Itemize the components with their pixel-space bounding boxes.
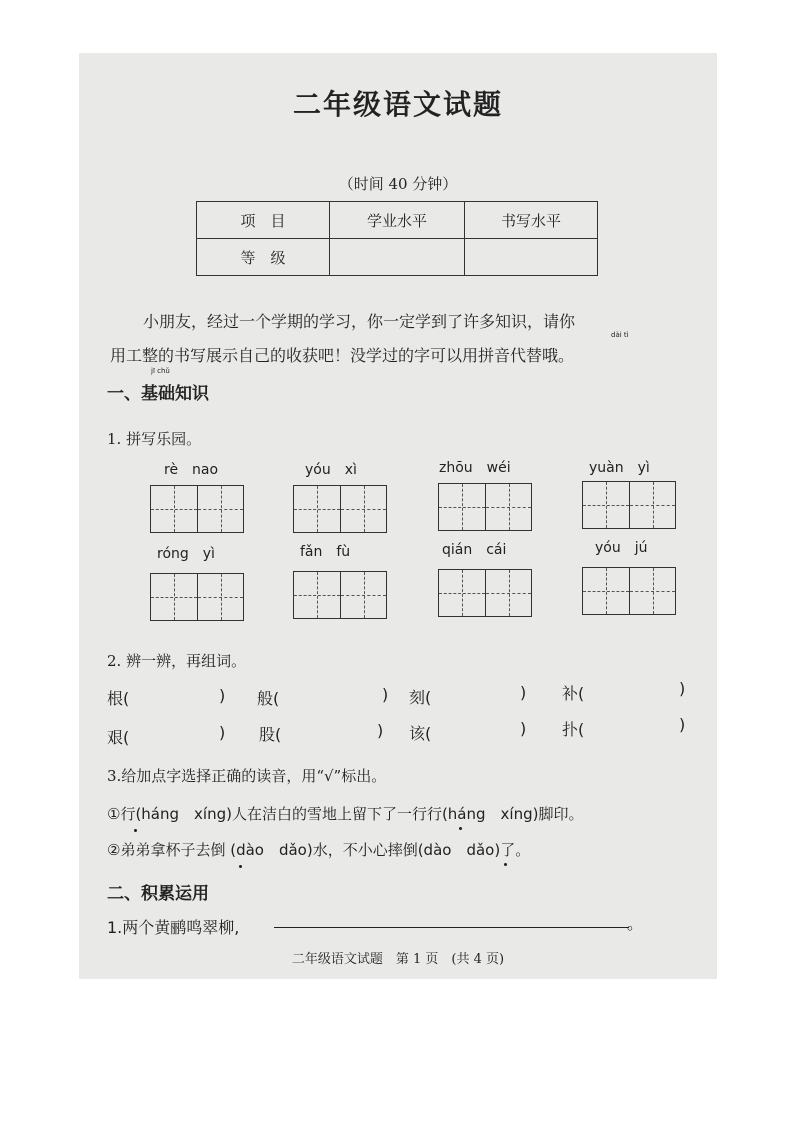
word-item-open: 刻( bbox=[409, 688, 432, 707]
grade-table-header-academic: 学业水平 bbox=[330, 202, 465, 239]
writing-box[interactable] bbox=[582, 481, 676, 529]
page-footer: 二年级语文试题 第 1 页 (共 4 页) bbox=[291, 952, 505, 967]
emphasis-dot bbox=[134, 829, 137, 832]
time-note: （时间 40 分钟） bbox=[338, 175, 458, 193]
word-item-close: ) bbox=[219, 723, 226, 742]
word-item-close: ) bbox=[520, 719, 527, 738]
writing-box[interactable] bbox=[293, 485, 387, 533]
word-item-open: 补( bbox=[562, 684, 585, 703]
word-item-open: 扑( bbox=[562, 720, 585, 739]
pinyin-label: yóu jú bbox=[595, 540, 648, 556]
word-item-close: ) bbox=[377, 721, 384, 740]
question-2-prompt: 2. 辨一辨，再组词。 bbox=[107, 652, 247, 670]
grade-table-row-label: 等 级 bbox=[197, 239, 330, 276]
word-item-open: 艰( bbox=[107, 728, 130, 747]
question-3-prompt: 3.给加点字选择正确的读音，用“√”标出。 bbox=[107, 767, 387, 785]
word-item-close: ) bbox=[679, 679, 686, 698]
pinyin-label: rè nao bbox=[164, 462, 219, 478]
word-item-open: 股( bbox=[259, 725, 282, 744]
pinyin-label: fǎn fù bbox=[300, 544, 351, 560]
question-2-1-prompt: 1.两个黄鹂鸣翠柳, bbox=[107, 918, 240, 937]
reading-sentence-2: ②弟弟拿杯子去倒 (dào dǎo)水，不小心摔倒(dào dǎo)了。 bbox=[107, 841, 531, 859]
writing-box[interactable] bbox=[582, 567, 676, 615]
grade-table-header-writing: 书写水平 bbox=[465, 202, 598, 239]
grade-table bbox=[196, 201, 598, 276]
emphasis-dot bbox=[239, 865, 242, 868]
exam-paper bbox=[79, 53, 717, 979]
pinyin-label: róng yì bbox=[157, 546, 215, 562]
grade-cell-writing[interactable] bbox=[465, 239, 598, 276]
word-item-close: ) bbox=[219, 686, 226, 705]
word-item-close: ) bbox=[382, 685, 389, 704]
question-2-1-end: 。 bbox=[627, 914, 644, 933]
writing-box[interactable] bbox=[293, 571, 387, 619]
question-1-prompt: 1. 拼写乐园。 bbox=[107, 430, 202, 448]
answer-blank-line[interactable] bbox=[274, 927, 629, 928]
grade-cell-academic[interactable] bbox=[330, 239, 465, 276]
exam-title: 二年级语文试题 bbox=[292, 88, 503, 121]
word-item-open: 般( bbox=[257, 689, 280, 708]
pinyin-label: zhōu wéi bbox=[439, 460, 511, 476]
emphasis-dot bbox=[504, 863, 507, 866]
reading-sentence-1: ①行(háng xíng)人在洁白的雪地上留下了一行行(háng xíng)脚印。 bbox=[107, 805, 584, 823]
section-1-heading: 一、基础知识 bbox=[107, 384, 209, 404]
pinyin-annotation-jichu: jī chǔ bbox=[151, 367, 170, 375]
emphasis-dot bbox=[459, 827, 462, 830]
word-item-close: ) bbox=[679, 715, 686, 734]
word-item-close: ) bbox=[520, 683, 527, 702]
pinyin-label: qián cái bbox=[442, 542, 507, 558]
word-item-open: 根( bbox=[107, 689, 130, 708]
writing-box[interactable] bbox=[438, 569, 532, 617]
pinyin-annotation-daiti: dài tì bbox=[611, 331, 629, 339]
pinyin-label: yóu xì bbox=[305, 462, 357, 478]
intro-line-2: 用工整的书写展示自己的收获吧！没学过的字可以用拼音代替哦。 bbox=[110, 346, 575, 365]
writing-box[interactable] bbox=[150, 485, 244, 533]
writing-box[interactable] bbox=[150, 573, 244, 621]
section-2-heading: 二、积累运用 bbox=[107, 884, 209, 904]
intro-line-1: 小朋友，经过一个学期的学习，你一定学到了许多知识，请你 bbox=[143, 312, 576, 331]
writing-box[interactable] bbox=[438, 483, 532, 531]
pinyin-label: yuàn yì bbox=[589, 460, 650, 476]
word-item-open: 该( bbox=[409, 724, 432, 743]
grade-table-header-item: 项 目 bbox=[197, 202, 330, 239]
